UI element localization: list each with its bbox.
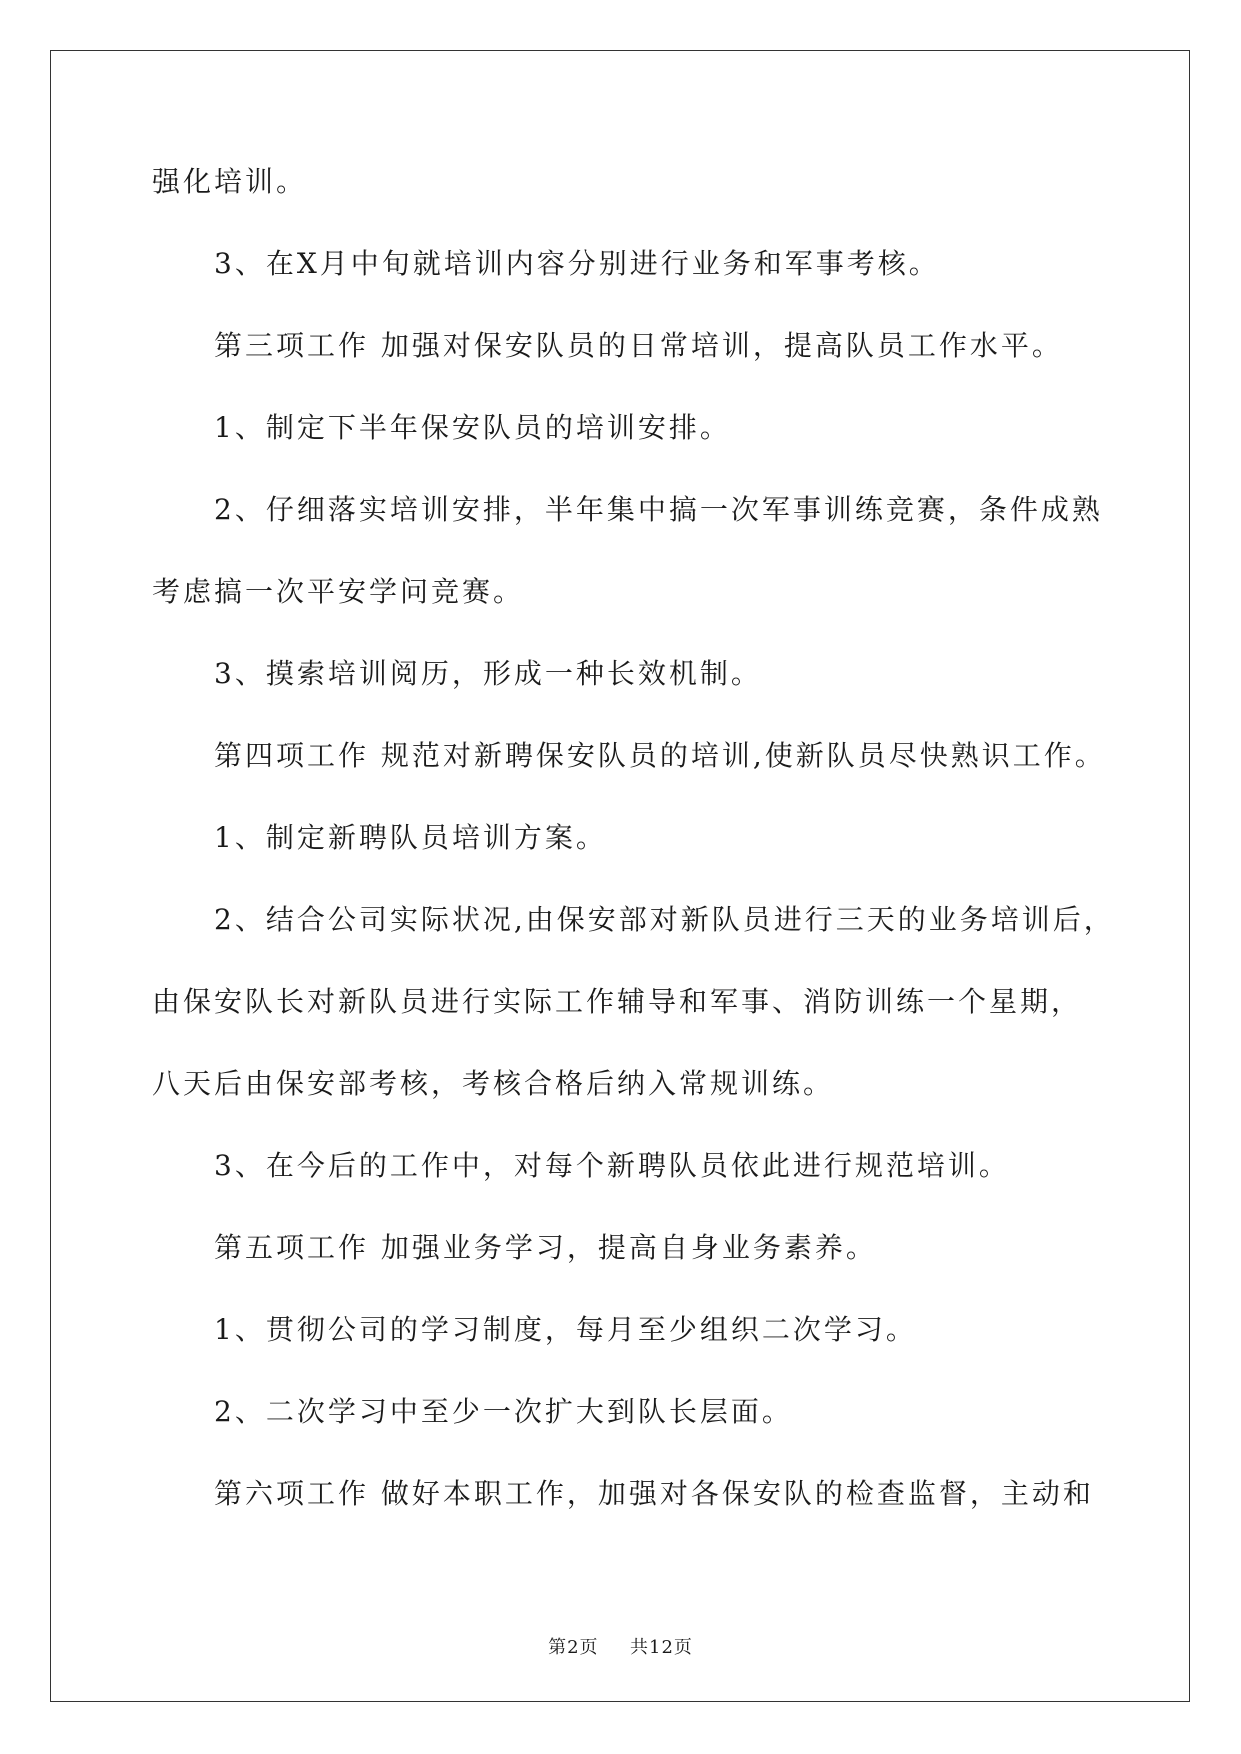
page-total: 共12页 [630,1637,693,1658]
page-number: 第2页 [548,1637,599,1658]
text-line-4: 1、制定下半年保安队员的培训安排。 [214,411,731,444]
text-line-11: 由保安队长对新队员进行实际工作辅导和军事、消防训练一个星期， [152,985,1083,1018]
text-line-6: 考虑搞一次平安学问竞赛。 [152,575,525,608]
text-line-15: 1、贯彻公司的学习制度，每月至少组织二次学习。 [214,1313,917,1346]
document-body [152,150,1115,1544]
section-heading-3: 第三项工作 加强对保安队员的日常培训，提高队员工作水平。 [214,329,1063,362]
section-heading-4: 第四项工作 规范对新聘保安队员的培训,使新队员尽快熟识工作。 [214,739,1106,772]
text-line-13: 3、在今后的工作中，对每个新聘队员依此进行规范培训。 [214,1149,1010,1182]
text-line-9: 1、制定新聘队员培训方案。 [214,821,607,854]
text-line-2: 3、在X月中旬就培训内容分别进行业务和军事考核。 [214,247,940,280]
text-line-16: 2、二次学习中至少一次扩大到队长层面。 [214,1395,793,1428]
section-heading-6: 第六项工作 做好本职工作，加强对各保安队的检查监督，主动和 [214,1477,1094,1510]
page-footer [0,1633,1241,1659]
text-line-7: 3、摸索培训阅历，形成一种长效机制。 [214,657,762,690]
text-line-10: 2、结合公司实际状况,由保安部对新队员进行三天的业务培训后， [214,903,1115,936]
text-line-5: 2、仔细落实培训安排，半年集中搞一次军事训练竞赛，条件成熟 [214,493,1103,526]
text-line-12: 八天后由保安部考核，考核合格后纳入常规训练。 [152,1067,835,1100]
text-line-1: 强化培训。 [152,165,308,198]
section-heading-5: 第五项工作 加强业务学习，提高自身业务素养。 [214,1231,877,1264]
